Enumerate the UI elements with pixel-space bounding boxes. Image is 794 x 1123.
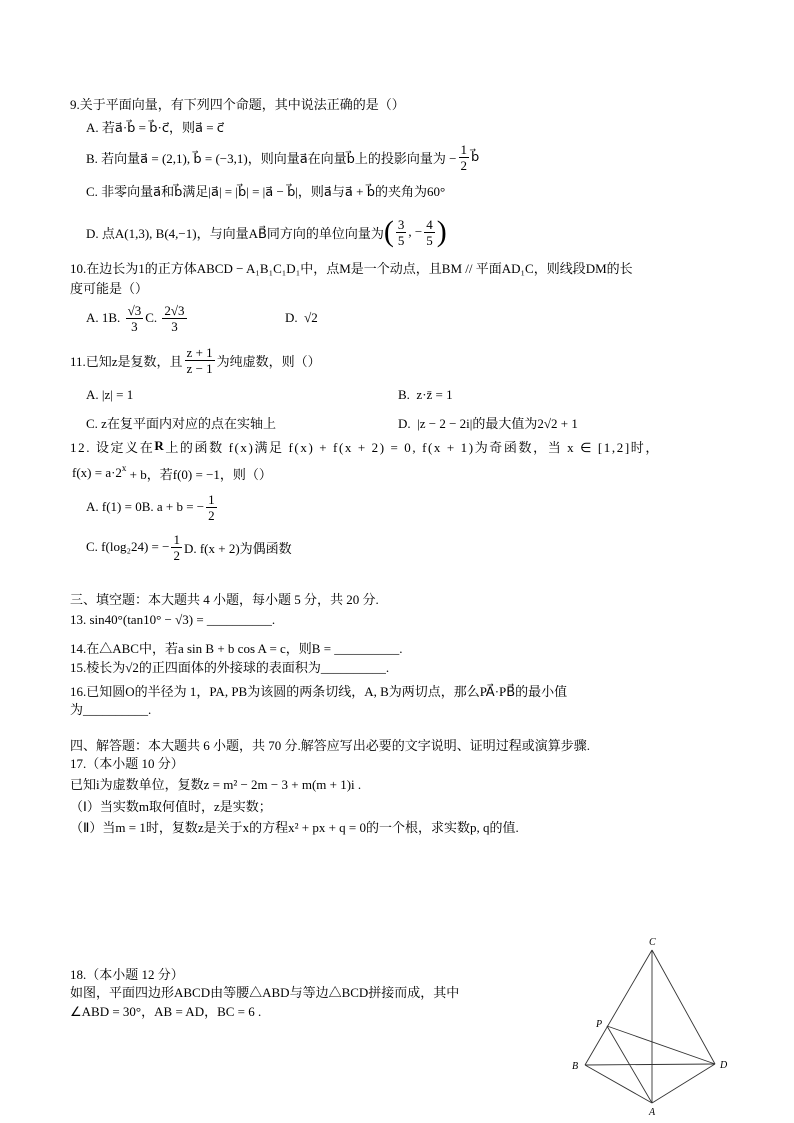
q9-option-b-text: B. 若向量a⃗ = (2,1), b⃗ = (−3,1)，则向量a⃗在向量b⃗上的投影向量为 −	[86, 150, 457, 166]
q12-options-cd	[86, 527, 292, 567]
quadrilateral-figure	[560, 930, 740, 1120]
q18-line1-text: 如图，平面四边形ABCD由等腰△ABD与等边△BCD拼接而成，其中	[70, 984, 460, 1000]
fraction-denominator: 5	[426, 232, 433, 248]
q17-title-text: 17.（本小题 10 分）	[70, 755, 184, 771]
q18-title-text: 18.（本小题 12 分）	[70, 966, 184, 982]
q9-option-d-fraction-x	[396, 217, 407, 248]
fraction-numerator: 4	[426, 216, 433, 232]
q10-option-ab-text: A. 1B.	[86, 310, 124, 325]
q12-line1-text: 12. 设定义在	[70, 439, 155, 455]
q12-option-c-text: C. f(log₂24) = −	[86, 539, 170, 554]
q18-line2-text: ∠ABD = 30°，AB = AD，BC = 6 .	[70, 1003, 262, 1019]
q12-option-ab-text: A. f(1) = 0B. a + b = −	[86, 499, 205, 514]
fraction-numerator: 1	[173, 531, 180, 547]
fraction-numerator: 2√3	[164, 302, 185, 318]
q12-option-d-text: D. f(x + 2)为偶函数	[183, 540, 292, 556]
fraction-numerator: z + 1	[186, 344, 213, 360]
q9-option-c-text: C. 非零向量a⃗和b⃗满足|a⃗| = |b⃗| = |a⃗ − b⃗|，则a⃗与a⃗ + b⃗的夹角为60°	[86, 183, 446, 199]
q9-option-a-text: A. 若a⃗·b⃗ = b⃗·c⃗，则a⃗ = c⃗	[86, 119, 224, 135]
q10-line2-text: 度可能是（）	[70, 280, 149, 296]
fraction-denominator: 2	[173, 547, 180, 563]
real-set-symbol: R	[154, 438, 166, 453]
q10-line1	[70, 247, 633, 287]
q12-line2-text: f(x) = a·2	[72, 465, 122, 480]
q11-option-d-text: D. |z − 2 − 2i|的最大值为2√2 + 1	[398, 415, 578, 431]
edge-ba	[585, 1065, 652, 1103]
exponent: x	[121, 463, 127, 473]
q13-text: 13. sin40°(tan10° − √3) = __________.	[70, 612, 276, 627]
q11-stem	[70, 340, 321, 380]
edge-ad	[652, 1064, 715, 1103]
q11-stem-text: 11.已知z是复数，且	[70, 353, 183, 369]
q12-line2-tail: + b，若f(0) = −1，则（）	[126, 466, 272, 482]
fraction-denominator: 3	[171, 318, 178, 334]
q17-part1-text: （Ⅰ）当实数m取何值时，z是实数；	[70, 798, 272, 814]
edge-cd	[652, 950, 715, 1064]
q9-option-d	[86, 212, 447, 252]
fraction-denominator: 2	[208, 507, 215, 523]
q11-stem-fraction	[185, 345, 215, 376]
q12-options-ab	[86, 487, 219, 527]
q11-option-a-text: A. |z| = 1	[86, 387, 134, 402]
q9-option-c	[86, 170, 445, 210]
fraction-numerator: 3	[397, 216, 405, 232]
open-paren: (	[383, 215, 394, 248]
q17-line1-text: 已知i为虚数单位，复数z = m² − 2m − 3 + m(m + 1)i .	[70, 776, 362, 792]
edge-cb	[585, 950, 652, 1065]
q15-text: 15.棱长为√2的正四面体的外接球的表面积为__________.	[70, 659, 390, 675]
fraction-numerator: √3	[127, 302, 142, 318]
label-a: A	[649, 1107, 656, 1118]
q10-option-c-fraction	[162, 303, 186, 334]
label-p: P	[596, 1019, 603, 1030]
q16-line1-text: 16.已知圆O的半径为 1，PA, PB为该圆的两条切线，A, B为两切点，那么PA⃗·PB⃗的最小值	[70, 683, 568, 699]
fraction-numerator: 1	[460, 141, 468, 157]
edge-pd	[607, 1026, 715, 1064]
q9-stem-text: 9.关于平面向量，有下列四个命题，其中说法正确的是（）	[70, 96, 405, 112]
q11-option-b-text: B. z·z̄ = 1	[398, 387, 453, 402]
q9-option-b-tail: b⃗	[471, 149, 480, 164]
close-paren: )	[436, 215, 447, 248]
q12-option-b-fraction	[206, 492, 217, 523]
q9-option-d-text: D. 点A(1,3), B(4,−1)，与向量AB⃗同方向的单位向量为	[86, 225, 384, 241]
q14-text: 14.在△ABC中，若a sin B + b cos A = c，则B = __________.	[70, 640, 403, 656]
fraction-denominator: 5	[397, 232, 405, 248]
fraction-denominator: z − 1	[186, 360, 213, 376]
label-d: D	[720, 1060, 728, 1071]
q10-options-abc	[86, 298, 189, 338]
q12-line1-tail: 上的函数 f(x)满足 f(x) + f(x + 2) = 0, f(x + 1)为奇函数，当 x ∈ [1,2]时，	[165, 439, 660, 455]
q10-option-d	[285, 298, 318, 338]
q16-line2-text: 为__________.	[70, 701, 152, 717]
label-c: C	[649, 937, 656, 948]
fraction-denominator: 2	[460, 157, 468, 173]
q17-part2-text: （Ⅱ）当m = 1时，复数z是关于x的方程x² + px + q = 0的一个根，求实数p, q的值.	[70, 819, 519, 835]
edge-bd	[585, 1064, 715, 1065]
q10-option-b-fraction	[126, 303, 144, 334]
section4-heading-text: 四、解答题：本大题共 6 小题，共 70 分.解答应写出必要的文字说明、证明过程或演算步骤.	[70, 737, 591, 753]
fraction-numerator: 1	[208, 491, 215, 507]
q16-line2	[70, 688, 151, 728]
section3-heading-text: 三、填空题：本大题共 4 小题，每小题 5 分，共 20 分.	[70, 591, 379, 607]
q10-option-c-label: C.	[145, 310, 161, 325]
q10-option-d-text: D. √2	[285, 310, 318, 325]
q9-option-d-fraction-y	[424, 217, 435, 248]
separator: , −	[408, 224, 423, 239]
q9-option-b-fraction	[459, 142, 470, 173]
q11-option-c-text: C. z在复平面内对应的点在实轴上	[86, 415, 276, 431]
q10-line1-text: 10.在边长为1的正方体ABCD − A₁B₁C₁D₁中，点M是一个动点，且BM // 平面AD₁C，则线段DM的长	[70, 260, 633, 276]
label-b: B	[572, 1061, 579, 1072]
fraction-denominator: 3	[131, 318, 138, 334]
q11-stem-tail: 为纯虚数，则（）	[216, 353, 321, 369]
q12-option-c-fraction	[171, 532, 182, 563]
q18-line2	[70, 990, 261, 1030]
q17-part2	[70, 806, 519, 846]
